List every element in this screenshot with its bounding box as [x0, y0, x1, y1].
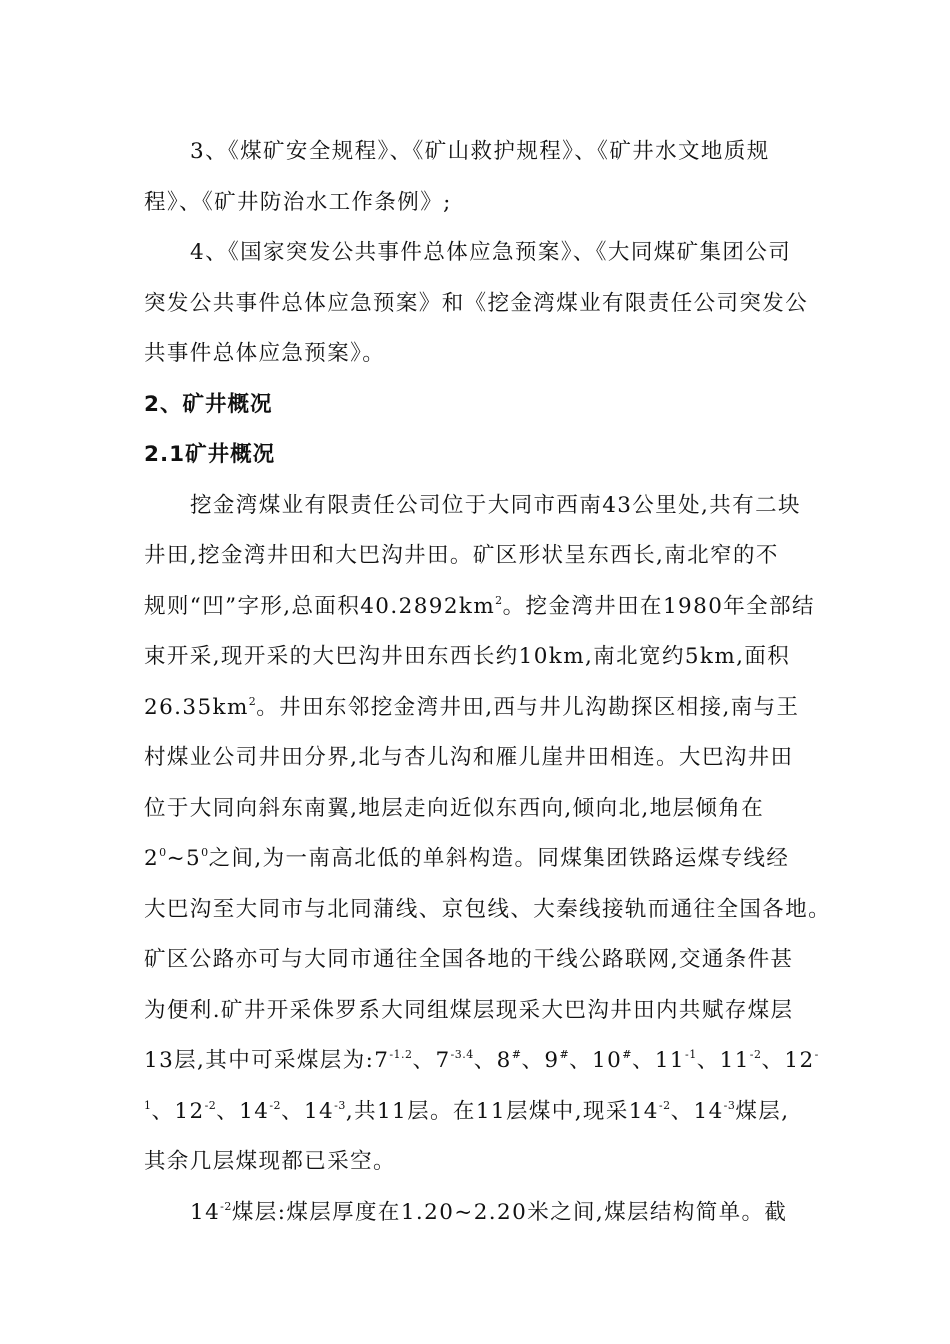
paragraph-line: [144, 284, 816, 335]
text-run: 位于大同向斜东南翼,地层走向近似东西向,倾向北,地层倾角在: [144, 795, 765, 821]
superscript-text: #: [622, 1048, 632, 1061]
text-run: 2: [144, 846, 160, 871]
paragraph-line: [144, 1193, 816, 1244]
paragraph-line: [144, 587, 816, 638]
text-run: 规则“凹”字形,总面积40.2892km: [144, 593, 496, 619]
text-run: 共事件总体应急预案》。: [144, 341, 386, 366]
text-run: 14: [190, 1199, 221, 1225]
superscript-text: 2: [248, 694, 257, 708]
paragraph-line: [144, 991, 816, 1042]
text-run: 、14: [216, 1098, 270, 1124]
superscript-text: -3.4: [450, 1048, 474, 1061]
text-run: 3、《煤矿安全规程》、《矿山救护规程》、《矿井水文地质规: [190, 139, 770, 164]
text-run: ~5: [166, 846, 202, 871]
text-run: 井田,挖金湾井田和大巴沟井田。矿区形状呈东西长,南北窄的不: [144, 543, 779, 568]
text-run: 、8: [473, 1048, 512, 1073]
text-run: 为便利.矿井开采侏罗系大同组煤层现采大巴沟井田内共赋存煤层: [144, 997, 794, 1023]
text-run: 矿区公路亦可与大同市通往全国各地的干线公路联网,交通条件甚: [144, 947, 794, 972]
text-run: 、14: [670, 1098, 724, 1124]
text-run: ,共11层。在11层煤中,现采14: [345, 1098, 659, 1124]
text-run: 。井田东邻挖金湾井田,西与井儿沟勘探区相接,南与王: [256, 694, 800, 720]
text-run: 煤层,: [735, 1098, 790, 1124]
text-run: 村煤业公司井田分界,北与杏儿沟和雁儿崖井田相连。大巴沟井田: [144, 745, 794, 770]
paragraph-line: [144, 738, 816, 789]
superscript-text: -3: [723, 1098, 736, 1112]
superscript-text: -2: [658, 1098, 671, 1112]
section-heading: [144, 385, 816, 436]
paragraph-line: [144, 890, 832, 941]
superscript-text: #: [559, 1048, 570, 1061]
paragraph-line: [144, 1041, 819, 1092]
text-run: 2.1矿井概况: [144, 442, 276, 467]
text-run: 、14: [281, 1098, 335, 1124]
paragraph-line: [144, 183, 816, 234]
superscript-text: #: [511, 1048, 522, 1061]
text-run: 26.35km: [144, 694, 249, 720]
text-run: 、7: [412, 1048, 451, 1073]
superscript-text: 0: [201, 846, 209, 859]
text-run: 13层,其中可采煤层为:7: [144, 1048, 390, 1073]
paragraph-line: [144, 486, 816, 537]
superscript-text: -: [814, 1048, 819, 1061]
superscript-text: -2: [220, 1199, 232, 1213]
paragraph-line: [144, 637, 816, 688]
paragraph-line: [144, 839, 816, 890]
superscript-text: -3: [334, 1098, 346, 1112]
superscript-text: -2: [269, 1098, 282, 1112]
text-run: 其余几层煤现都已采空。: [144, 1149, 396, 1174]
text-run: 挖金湾煤业有限责任公司位于大同市西南43公里处,共有二块: [190, 492, 801, 518]
superscript-text: 2: [495, 593, 503, 607]
text-run: 4、《国家突发公共事件总体应急预案》、《大同煤矿集团公司: [190, 240, 792, 265]
text-run: 程》、《矿井防治水工作条例》;: [144, 189, 452, 215]
text-run: 、12: [761, 1048, 815, 1073]
document-body: [144, 132, 832, 1243]
paragraph-line: [144, 688, 816, 739]
superscript-text: -2: [749, 1048, 762, 1061]
superscript-text: 0: [159, 846, 167, 859]
text-run: 、11: [631, 1048, 685, 1073]
text-run: 2、矿井概况: [144, 391, 273, 417]
text-run: 束开采,现开采的大巴沟井田东西长约10km,南北宽约5km,面积: [144, 644, 791, 669]
superscript-text: 1: [144, 1098, 152, 1112]
paragraph-line: [144, 940, 816, 991]
superscript-text: -2: [204, 1098, 217, 1112]
superscript-text: -1.2: [389, 1048, 413, 1061]
paragraph-line: [144, 536, 816, 587]
paragraph-line: [144, 1092, 816, 1143]
text-run: 突发公共事件总体应急预案》和《挖金湾煤业有限责任公司突发公: [144, 290, 809, 316]
paragraph-line: [144, 789, 816, 840]
text-run: 、12: [151, 1098, 205, 1124]
superscript-text: -1: [685, 1048, 697, 1061]
paragraph-line: [144, 233, 816, 284]
text-run: 之间,为一南高北低的单斜构造。同煤集团铁路运煤专线经: [208, 846, 790, 871]
text-run: 、10: [569, 1048, 623, 1073]
subsection-heading: [144, 435, 816, 486]
text-run: 、9: [521, 1048, 560, 1073]
text-run: 。挖金湾井田在1980年全部结: [502, 593, 815, 619]
paragraph-line: [144, 334, 816, 385]
text-run: 煤层:煤层厚度在1.20~2.20米之间,煤层结构简单。截: [231, 1199, 788, 1225]
paragraph-line: [144, 1142, 816, 1193]
text-run: 、11: [696, 1048, 750, 1073]
text-run: 大巴沟至大同市与北同蒲线、京包线、大秦线接轨而通往全国各地。: [144, 896, 832, 922]
paragraph-line: [144, 132, 816, 183]
